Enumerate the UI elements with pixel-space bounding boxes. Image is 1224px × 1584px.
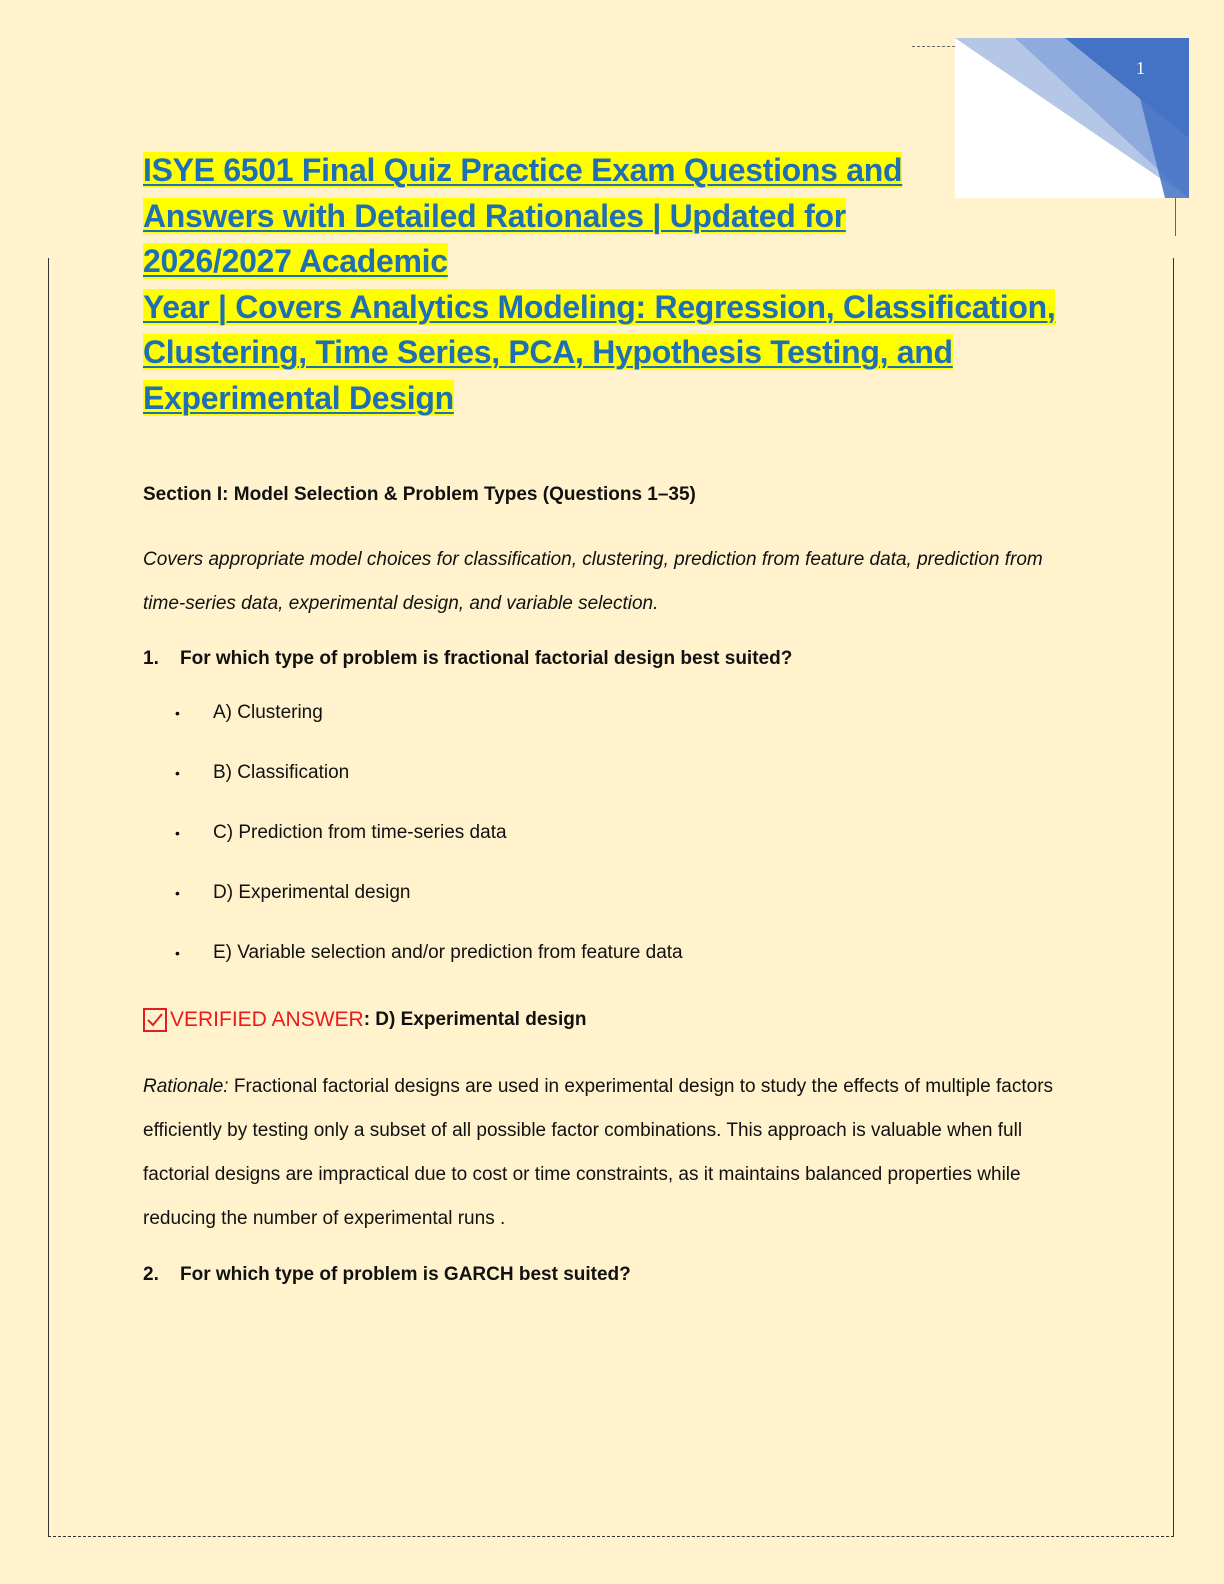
title-line: Experimental Design bbox=[143, 379, 454, 416]
rationale-text: Fractional factorial designs are used in experimental design to study the effects of multiple factors efficiently by testing only a subset of all possible factor combinations. This approach is valuable when full factorial designs are impractical due to cost or time constraints, as it maintains balanced properties while reducing the number of experimental runs . bbox=[143, 1076, 1054, 1229]
bullet-dot-icon: • bbox=[175, 885, 180, 901]
checkbox-check-icon bbox=[143, 1008, 167, 1032]
option-item bbox=[175, 942, 683, 1002]
title-line: 2026/2027 Academic bbox=[143, 243, 448, 279]
option-text: C) Prediction from time-series data bbox=[213, 822, 507, 843]
bullet-dot-icon: • bbox=[175, 705, 180, 721]
option-text: A) Clustering bbox=[213, 702, 323, 723]
answer-value: : D) Experimental design bbox=[363, 1009, 587, 1030]
option-item bbox=[175, 822, 683, 882]
question-number: 1. bbox=[143, 648, 159, 669]
section-description: Covers appropriate model choices for classification, clustering, prediction from feature data, prediction from time-series data, experimental design, and variable selection. bbox=[143, 549, 1043, 614]
rationale bbox=[143, 1065, 1073, 1241]
question-text: For which type of problem is GARCH best suited? bbox=[180, 1264, 631, 1285]
bullet-dot-icon: • bbox=[175, 825, 180, 841]
document-title bbox=[143, 148, 1073, 421]
option-item bbox=[175, 882, 683, 942]
verified-answer bbox=[143, 1008, 586, 1032]
option-text: B) Classification bbox=[213, 762, 350, 783]
option-item bbox=[175, 702, 683, 762]
verified-answer-label: VERIFIED ANSWER bbox=[170, 1008, 364, 1031]
answer-options bbox=[175, 702, 683, 1002]
rationale-label: Rationale: bbox=[143, 1076, 229, 1097]
question-2 bbox=[143, 1264, 631, 1286]
question-1 bbox=[143, 648, 792, 670]
bullet-dot-icon: • bbox=[175, 945, 180, 961]
question-text: For which type of problem is fractional factorial design best suited? bbox=[180, 648, 793, 669]
page-number: 1 bbox=[1136, 58, 1145, 78]
bullet-dot-icon: • bbox=[175, 765, 180, 781]
option-text: E) Variable selection and/or prediction from feature data bbox=[213, 942, 683, 963]
title-line: Year | Covers Analytics Modeling: Regression, Classification, bbox=[143, 288, 1056, 325]
question-number: 2. bbox=[143, 1264, 159, 1285]
title-line: ISYE 6501 Final Quiz Practice Exam Questions and bbox=[143, 152, 903, 188]
option-item bbox=[175, 762, 683, 822]
title-line: Answers with Detailed Rationales | Updated for bbox=[143, 197, 846, 234]
section-heading: Section I: Model Selection & Problem Types (Questions 1–35) bbox=[143, 484, 696, 505]
option-text: D) Experimental design bbox=[213, 882, 411, 903]
title-line: Clustering, Time Series, PCA, Hypothesis Testing, and bbox=[143, 334, 953, 370]
